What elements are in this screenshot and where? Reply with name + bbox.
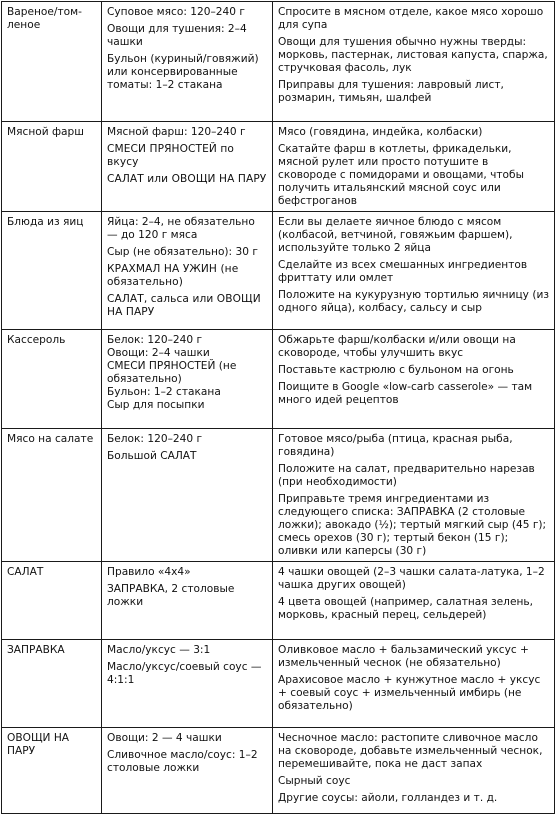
table-row: [2, 212, 555, 330]
tips-cell: Оливковое масло + бальзамический уксус + измельченный чеснок (не обязательно) Арахисовое масло + кунжутное масло + уксус + соевый соус + измельченный имбирь (не обязательно): [273, 640, 555, 728]
ingredients-cell: Белок: 120–240 г Овощи: 2–4 чашки СМЕСИ ПРЯНОСТЕЙ (не обязательно) Бульон: 1–2 стакана Сыр для посыпки: [102, 330, 273, 429]
tips-cell: Спросите в мясном отделе, какое мясо хорошо для супа Овощи для тушения обычно нужны тверды: морковь, пастернак, листовая капуста, спаржа, стручковая фасоль, лук Приправы для тушения: лавровый лист, розмарин, тимьян, шалфей: [273, 2, 555, 122]
ingredients-cell: Яйца: 2–4, не обязательно — до 120 г мяса Сыр (не обязательно): 30 г КРАХМАЛ НА УЖИН (не обязательно) САЛАТ, сальса или ОВОЩИ НА ПАРУ: [102, 212, 273, 330]
dish-cell: Кассероль: [2, 330, 102, 429]
ingredients-cell: Масло/уксус — 3:1 Масло/уксус/соевый соус — 4:1:1: [102, 640, 273, 728]
tips-cell: Чесночное масло: растопите сливочное масло на сковороде, добавьте измельченный чеснок, перемешивайте, пока не даст запах Сырный соус Другие соусы: айоли, голландез и т. д.: [273, 728, 555, 814]
table-row: [2, 2, 555, 122]
ingredients-cell: Овощи: 2 — 4 чашки Сливочное масло/соус: 1–2 столовые ложки: [102, 728, 273, 814]
table-row: [2, 429, 555, 562]
table-row: [2, 640, 555, 728]
table-row: [2, 330, 555, 429]
table-row: [2, 122, 555, 212]
tips-cell: Если вы делаете яичное блюдо с мясом (колбасой, ветчиной, говяжьим фаршем), используйте только 2 яйца Сделайте из всех смешанных ингредиентов фриттату или омлет Положите на кукурузную тортилью яичницу (из одного яйца), колбасу, сальсу и сыр: [273, 212, 555, 330]
dish-cell: ЗАПРАВКА: [2, 640, 102, 728]
tips-cell: Обжарьте фарш/колбаски и/или овощи на сковороде, чтобы улучшить вкус Поставьте кастрюлю с бульоном на огонь Поищите в Google «low-carb casserole» — там много идей рецептов: [273, 330, 555, 429]
dish-cell: Вареное/томленое: [2, 2, 102, 122]
dish-cell: Мясо на салате: [2, 429, 102, 562]
ingredients-cell: Суповое мясо: 120–240 г Овощи для тушения: 2–4 чашки Бульон (куриный/говяжий) или консервированные томаты: 1–2 стакана: [102, 2, 273, 122]
tips-cell: Готовое мясо/рыба (птица, красная рыба, говядина) Положите на салат, предварительно нарезав (при необходимости) Приправьте тремя ингредиентами из следующего списка: ЗАПРАВКА (2 столовые ложки); авокадо (½); тертый мягкий сыр (45 г); смесь орехов (30 г); тертый бекон (15 г); оливки или каперсы (30 г): [273, 429, 555, 562]
table-row: [2, 728, 555, 814]
tips-cell: Мясо (говядина, индейка, колбаски) Скатайте фарш в котлеты, фрикадельки, мясной рулет или просто потушите в сковороде с помидорами и овощами, чтобы получить итальянский мясной соус или бефстроганов: [273, 122, 555, 212]
dish-cell: Мясной фарш: [2, 122, 102, 212]
ingredients-cell: Белок: 120–240 г Большой САЛАТ: [102, 429, 273, 562]
table-row: [2, 562, 555, 640]
tips-cell: 4 чашки овощей (2–3 чашки салата-латука, 1–2 чашка других овощей) 4 цвета овощей (например, салатная зелень, морковь, красный перец, сельдерей): [273, 562, 555, 640]
ingredients-cell: Мясной фарш: 120–240 г СМЕСИ ПРЯНОСТЕЙ по вкусу САЛАТ или ОВОЩИ НА ПАРУ: [102, 122, 273, 212]
dish-cell: ОВОЩИ НА ПАРУ: [2, 728, 102, 814]
recipe-table: [1, 1, 555, 814]
dish-cell: Блюда из яиц: [2, 212, 102, 330]
dish-cell: САЛАТ: [2, 562, 102, 640]
ingredients-cell: Правило «4x4» ЗАПРАВКА, 2 столовые ложки: [102, 562, 273, 640]
